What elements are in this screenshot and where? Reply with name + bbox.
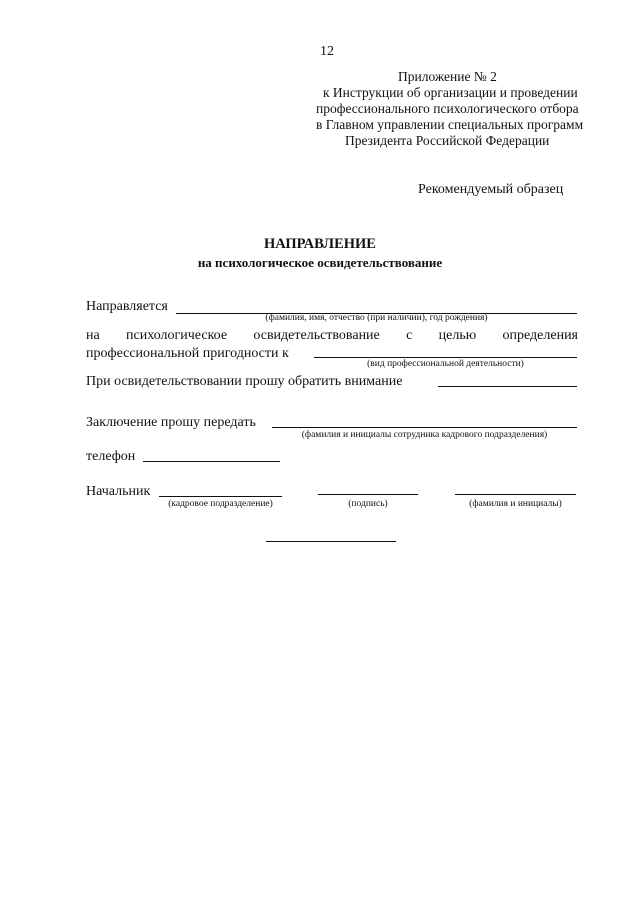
head-name-line[interactable]: [455, 494, 576, 495]
fitness-caption: (вид профессиональной деятельности): [367, 359, 524, 369]
fitness-field-line[interactable]: [314, 357, 577, 358]
purpose-word-6: определения: [502, 328, 578, 343]
sample-note: Рекомендуемый образец: [418, 182, 564, 197]
attention-field-line[interactable]: [438, 386, 577, 387]
phone-field-line[interactable]: [143, 461, 280, 462]
purpose-word-2: психологическое: [126, 328, 228, 343]
purpose-word-4: с: [406, 328, 413, 343]
appendix-line-1: Приложение № 2: [398, 69, 497, 84]
appendix-line-5: Президента Российской Федерации: [345, 133, 550, 148]
sent-label: Направляется: [86, 299, 168, 314]
appendix-line-3: профессионального психологического отбора: [316, 101, 579, 116]
document-subtitle: на психологическое освидетельствование: [197, 255, 443, 270]
appendix-line-2: к Инструкции об организации и проведении: [323, 85, 578, 100]
attention-label: При освидетельствовании прошу обратить внимание: [86, 374, 403, 389]
purpose-word-3: освидетельствование: [253, 328, 380, 343]
head-caption-sign: (подпись): [348, 499, 388, 509]
head-caption-dept: (кадровое подразделение): [168, 499, 273, 509]
purpose-word-5: целью: [438, 328, 477, 343]
head-caption-name: (фамилия и инициалы): [469, 499, 562, 509]
document-title: НАПРАВЛЕНИЕ: [264, 236, 376, 252]
phone-label: телефон: [86, 449, 136, 464]
closing-divider: [266, 541, 396, 542]
head-sign-line[interactable]: [318, 494, 418, 495]
appendix-line-4: в Главном управлении специальных программ: [316, 117, 584, 132]
head-dept-line[interactable]: [159, 496, 282, 497]
purpose-line: [86, 328, 578, 344]
conclusion-label: Заключение прошу передать: [86, 415, 256, 430]
head-label: Начальник: [86, 484, 151, 499]
conclusion-caption: (фамилия и инициалы сотрудника кадрового подразделения): [301, 430, 548, 440]
fitness-label: профессиональной пригодности к: [86, 346, 289, 361]
purpose-word-1: на: [86, 328, 100, 343]
conclusion-field-line[interactable]: [272, 427, 577, 428]
sent-caption: (фамилия, имя, отчество (при наличии), год рождения): [265, 313, 488, 323]
page-number: 12: [320, 44, 334, 59]
